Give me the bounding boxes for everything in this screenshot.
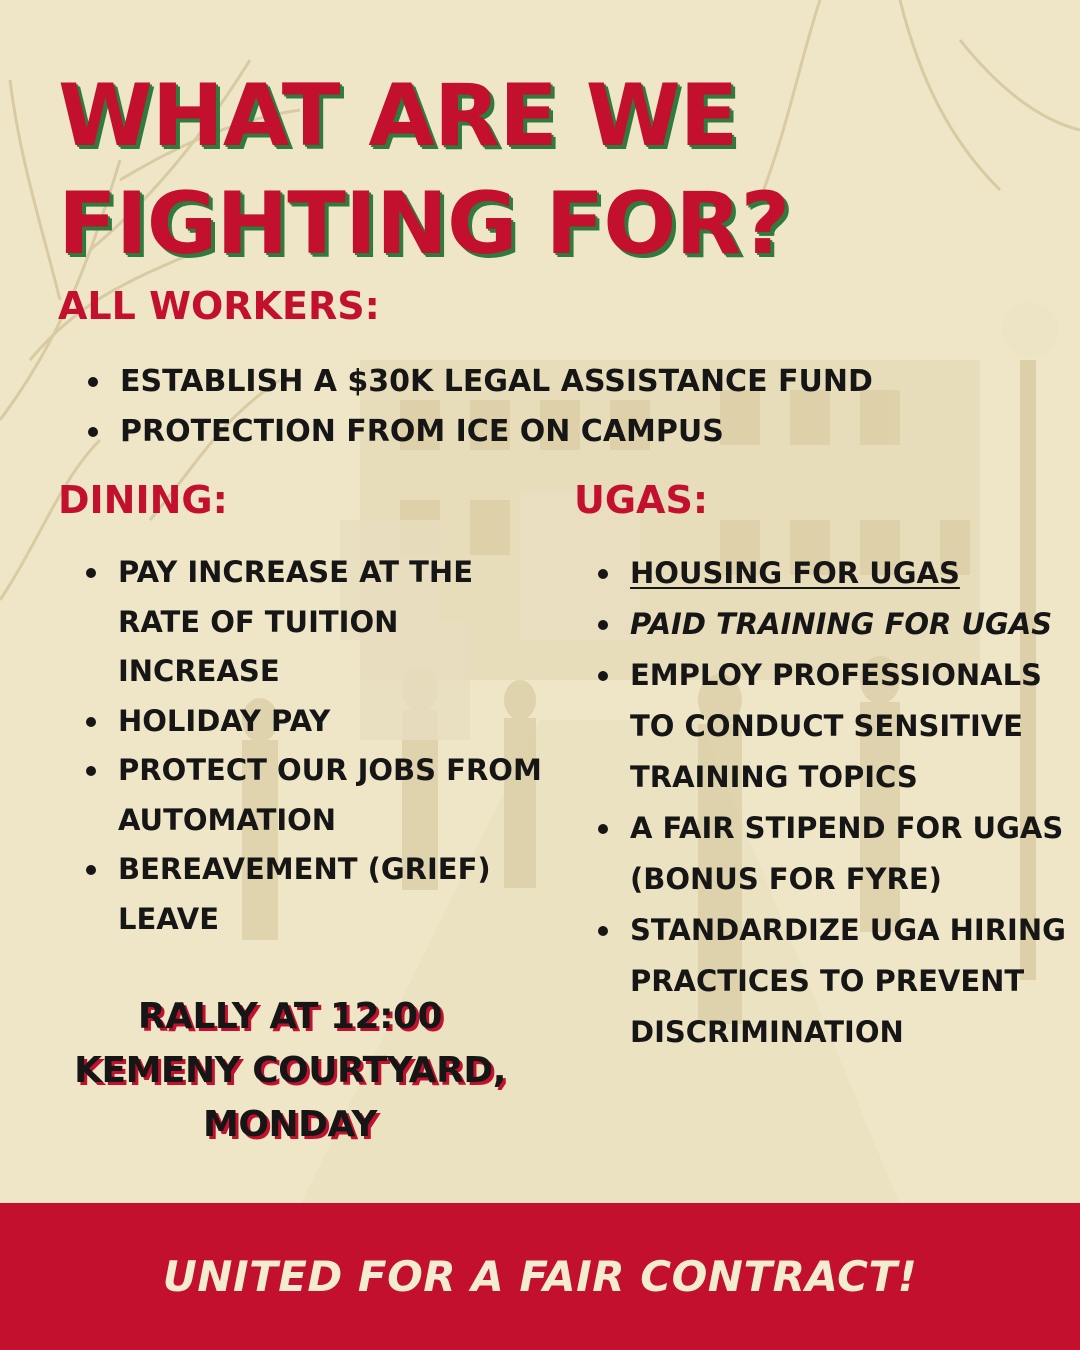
ugas-list: [596, 548, 1066, 1058]
title-line-1: WHAT ARE WE: [58, 66, 738, 166]
list-item: PROTECT OUR JOBS FROM AUTOMATION: [84, 746, 564, 845]
list-item: EMPLOY PROFESSIONALS TO CONDUCT SENSITIVE TRAINING TOPICS: [596, 650, 1066, 803]
list-item: BEREAVEMENT (GRIEF) LEAVE: [84, 845, 564, 944]
housing-text: HOUSING FOR UGAS: [630, 556, 960, 590]
dining-heading: DINING:: [58, 478, 228, 522]
footer-slogan: UNITED FOR A FAIR CONTRACT!: [162, 1252, 918, 1301]
ugas-heading: UGAS:: [574, 478, 709, 522]
list-item: PROTECTION FROM ICE ON CAMPUS: [86, 407, 873, 457]
rally-info: [30, 990, 550, 1152]
list-item: PAY INCREASE AT THE RATE OF TUITION INCREASE: [84, 548, 564, 697]
list-item: STANDARDIZE UGA HIRING PRACTICES TO PREVENT DISCRIMINATION: [596, 905, 1066, 1058]
list-item: [596, 548, 1066, 599]
list-item: A FAIR STIPEND FOR UGAS (BONUS FOR FYRE): [596, 803, 1066, 905]
all-workers-heading: ALL WORKERS:: [58, 284, 380, 328]
all-workers-list: [86, 357, 873, 457]
list-item: ESTABLISH A $30K LEGAL ASSISTANCE FUND: [86, 357, 873, 407]
training-text: PAID TRAINING FOR UGAS: [630, 607, 1053, 641]
list-item: [596, 599, 1066, 650]
poster-title: [58, 62, 958, 278]
rally-line-3: MONDAY: [203, 1104, 377, 1145]
dining-list: [84, 548, 564, 944]
title-line-2: FIGHTING FOR?: [58, 174, 790, 274]
rally-line-1: RALLY AT 12:00: [137, 996, 443, 1037]
footer-banner: [0, 1203, 1080, 1350]
rally-line-2: KEMENY COURTYARD,: [74, 1050, 506, 1091]
list-item: HOLIDAY PAY: [84, 697, 564, 747]
